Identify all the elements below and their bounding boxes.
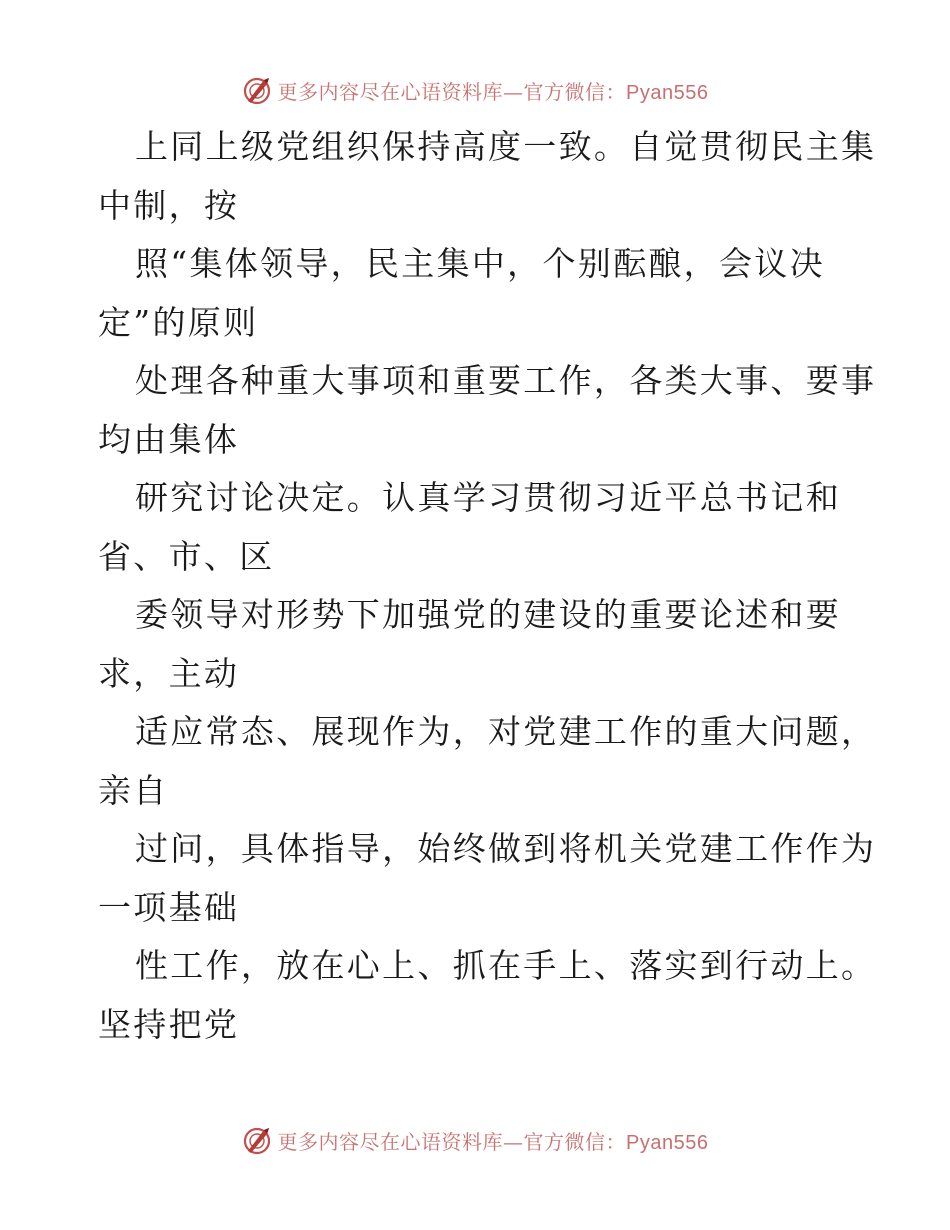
body-line: 上同上级党组织保持高度一致。自觉贯彻民主集 [135,127,877,166]
wechat-id: Pyan556 [626,81,709,104]
body-line: 性工作，放在心上、抓在手上、落实到行动上。 [135,946,877,985]
body-line: 一项基础 [98,887,240,927]
quill-pen-logo-icon [242,74,274,106]
body-line: 定”的原则 [98,302,259,342]
document-body [98,118,877,1054]
body-line: 亲自 [98,770,169,810]
body-line: 省、市、区 [98,536,275,576]
body-line: 中制，按 [98,185,240,225]
header-watermark [0,70,950,110]
body-line: 处理各种重大事项和重要工作，各类大事、要事 [135,361,877,400]
quill-pen-logo-icon [242,1124,274,1156]
body-line: 委领导对形势下加强党的建设的重要论述和要 [135,595,841,634]
body-line: 坚持把党 [98,1004,240,1044]
footer-watermark-text: 更多内容尽在心语资料库—官方微信：Pyan556 [277,1129,709,1154]
body-line: 研究讨论决定。认真学习贯彻习近平总书记和 [135,478,841,517]
header-watermark-text: 更多内容尽在心语资料库—官方微信：Pyan556 [277,79,709,104]
body-line: 照“集体领导，民主集中，个别酝酿，会议决 [135,244,825,283]
body-line: 求，主动 [98,653,240,693]
wechat-id: Pyan556 [626,1131,709,1154]
body-line: 均由集体 [98,419,240,459]
body-line: 适应常态、展现作为，对党建工作的重大问题， [135,712,877,751]
footer-watermark [0,1120,950,1160]
body-line: 过问，具体指导，始终做到将机关党建工作作为 [135,829,877,868]
